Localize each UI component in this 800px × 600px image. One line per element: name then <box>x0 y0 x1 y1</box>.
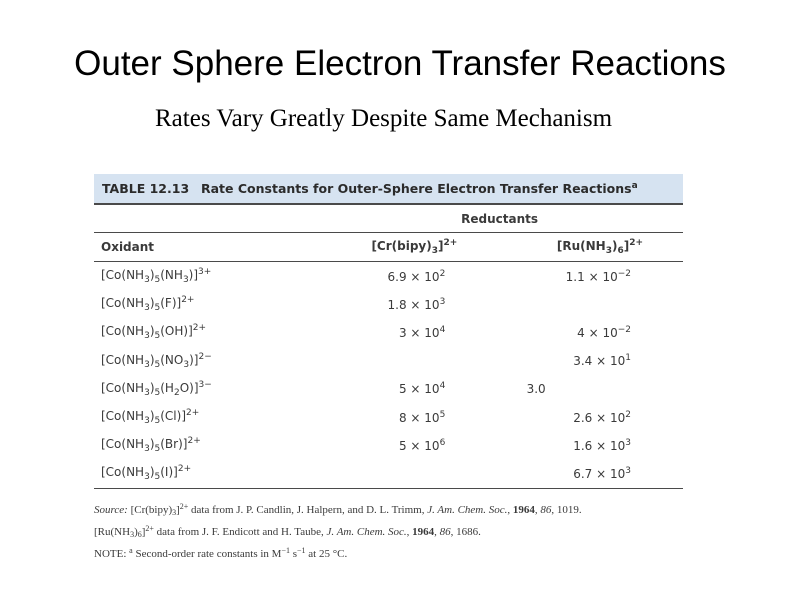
ru-rate-cell: $1.1 \times 10^{-2}$ <box>565 268 631 284</box>
oxidant-cell: $[Co(NH_3)_5(I)]^{2+}$ <box>94 459 316 488</box>
table-row <box>94 459 683 488</box>
units-note: NOTE: $^a$ Second-order rate constants in $M^{-1}$ $s^{-1}$ at 25 °C. <box>94 545 348 560</box>
table-caption-text <box>201 181 638 196</box>
cr-rate-cell <box>316 459 469 488</box>
oxidant-cell: $[Co(NH_3)_5(NH_3)]^{3+}$ <box>101 267 212 286</box>
oxidant-cell: $[Co(NH_3)_5(NO_3)]^{2-}$ <box>101 351 212 370</box>
oxidant-header: Oxidant <box>94 233 316 262</box>
table-row <box>94 262 683 291</box>
caption-footnote-mark: a <box>631 180 638 191</box>
column-header-row <box>94 233 683 262</box>
table-number: TABLE 12.13 <box>102 181 190 196</box>
slide-subtitle: Rates Vary Greatly Despite Same Mechanism <box>155 105 613 132</box>
table-row <box>94 347 683 375</box>
rate-table <box>94 205 683 489</box>
table-caption <box>94 174 683 205</box>
table-row <box>94 431 683 459</box>
cr-rate-cell: $8 \times 10^5$ <box>398 409 446 425</box>
rate-constants-table <box>94 174 683 562</box>
table-row <box>94 290 683 318</box>
reductants-header: Reductants <box>316 205 683 233</box>
slide-title: Outer Sphere Electron Transfer Reactions <box>74 44 726 83</box>
oxidant-cell: $[Co(NH_3)_5(H_2O)]^{3-}$ <box>101 379 212 398</box>
source-note-ru: $[Ru(NH_3)_6]^{2+}$ data from J. F. Endicott and H. Taube, J. Am. Chem. Soc., 1964, 86, 1686. <box>94 523 481 539</box>
table-row <box>94 403 683 431</box>
table-row <box>94 318 683 346</box>
table-notes <box>94 499 683 562</box>
ru-rate-cell: $2.6 \times 10^2$ <box>573 409 631 425</box>
cr-rate-cell: $5 \times 10^6$ <box>398 437 446 453</box>
cr-rate-cell <box>316 347 469 375</box>
cr-rate-cell: $3 \times 10^4$ <box>398 324 446 340</box>
ru-rate-cell: 3.0 <box>526 381 546 396</box>
ru-rate-cell: $6.7 \times 10^3$ <box>469 459 683 488</box>
table-row <box>94 375 683 403</box>
oxidant-cell: $[Co(NH_3)_5(Br)]^{2+}$ <box>101 436 201 455</box>
cr-rate-cell: $5 \times 10^4$ <box>398 381 446 397</box>
oxidant-cell: $[Co(NH_3)_5(Cl)]^{2+}$ <box>101 408 200 427</box>
group-header-row <box>94 205 683 233</box>
oxidant-cell: $[Co(NH_3)_5(OH)]^{2+}$ <box>101 323 207 342</box>
oxidant-cell: $[Co(NH_3)_5(F)]^{2+}$ <box>101 295 195 314</box>
source-note-cr: Source: $[Cr(bipy)_3]^{2+}$ data from J. P. Candlin, J. Halpern, and D. L. Trimm, J. Am. Chem. Soc., 1964, 86, 1019. <box>94 501 582 517</box>
cr-rate-cell: $6.9 \times 10^2$ <box>387 268 446 284</box>
ru-rate-cell: $4 \times 10^{-2}$ <box>577 324 631 340</box>
ru-nh3-header: $[Ru(NH_3)_6]^{2+}$ <box>469 233 683 262</box>
ru-rate-cell: $1.6 \times 10^3$ <box>573 437 631 453</box>
ru-rate-cell <box>469 290 683 318</box>
cr-bipy-header: $[Cr(bipy)_3]^{2+}$ <box>316 233 469 262</box>
caption-text: Rate Constants for Outer-Sphere Electron Transfer Reactions <box>201 181 632 197</box>
cr-rate-cell: $1.8 \times 10^3$ <box>387 296 446 312</box>
ru-rate-cell: $3.4 \times 10^1$ <box>573 353 631 369</box>
